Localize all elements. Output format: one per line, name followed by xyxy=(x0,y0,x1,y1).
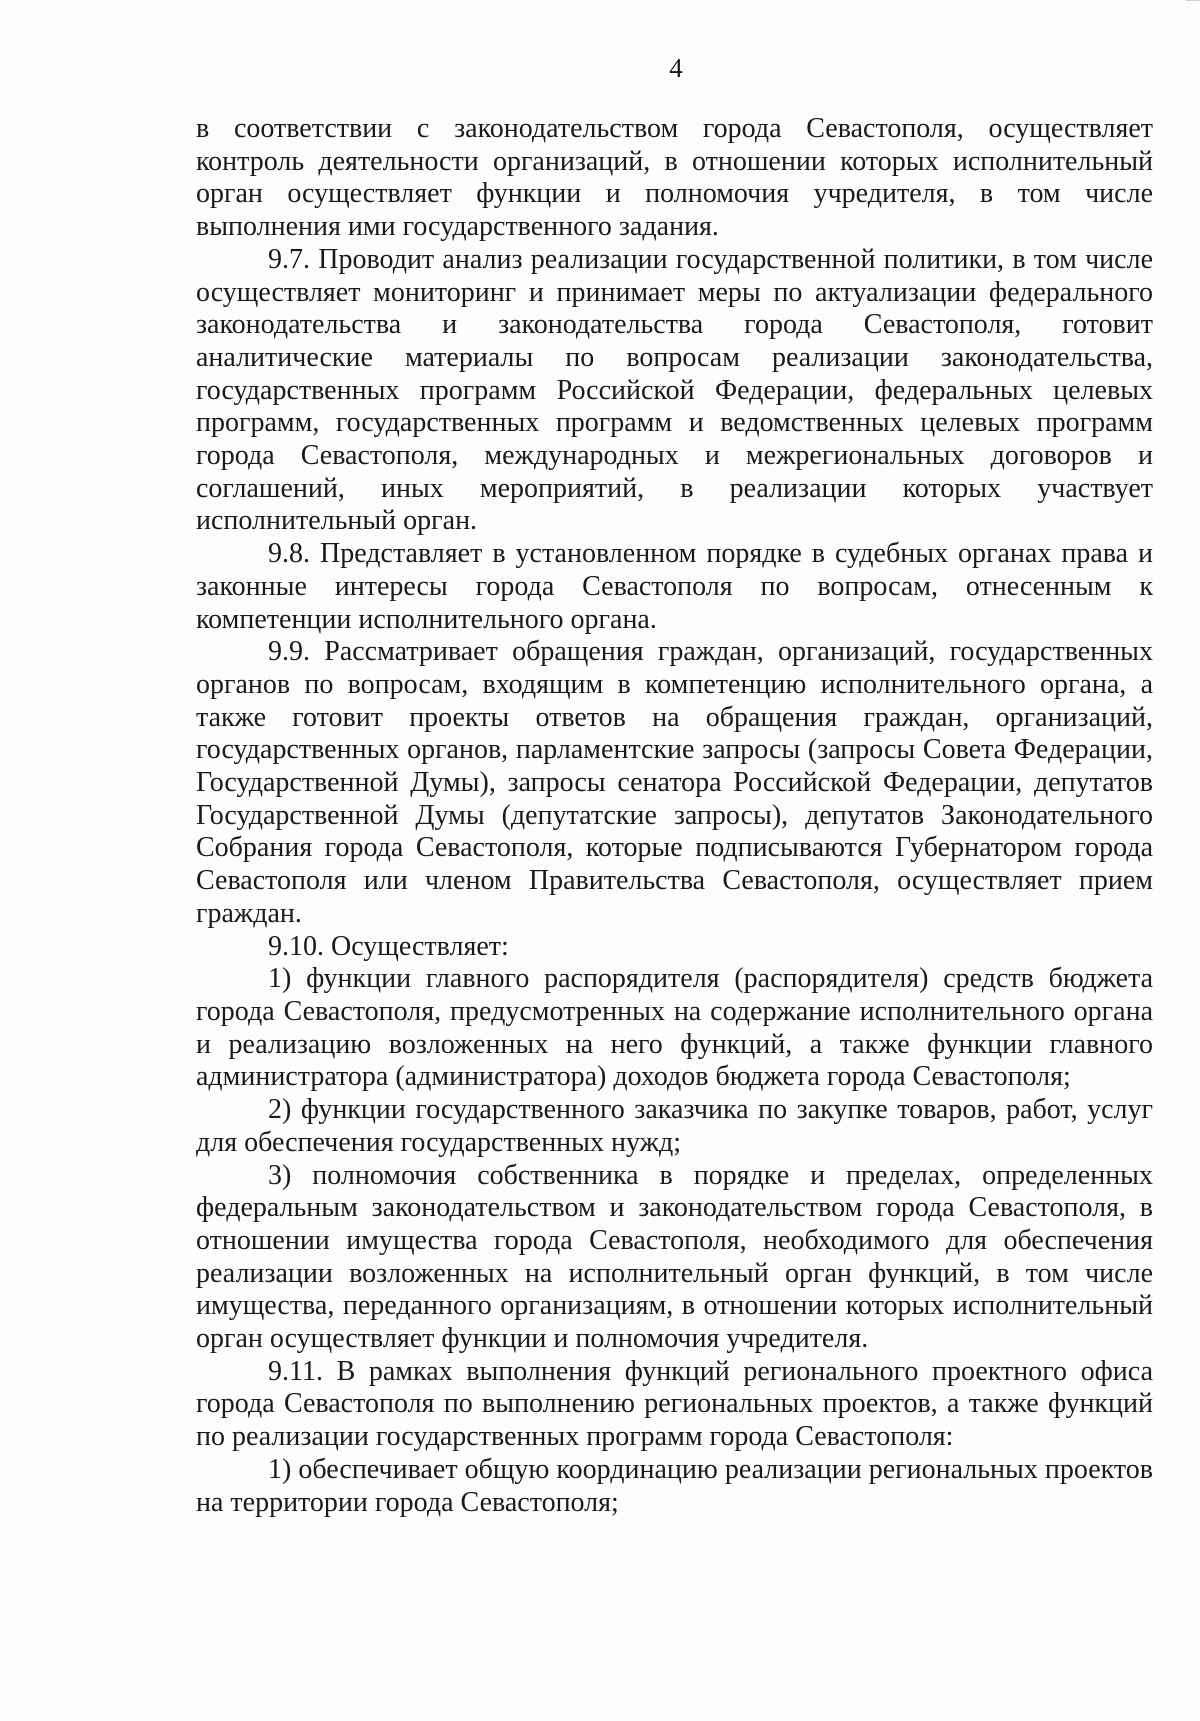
paragraph-continuation: в соответствии с законодательством города Севастополя, осуществляет контроль деятельности организаций, в отношении которых исполнительный орган осуществляет функции и полномочия учредителя, в том числе выполнения ими государственного задания. xyxy=(196,113,1153,243)
paragraph-9-7: 9.7. Проводит анализ реализации государственной политики, в том числе осуществляет мониторинг и принимает меры по актуализации федерального законодательства и законодательства города Севастополя, готовит аналитические материалы по вопросам реализации законодательства, государственных программ Российской Федерации, федеральных целевых программ, государственных программ и ведомственных целевых программ города Севастополя, международных и межрегиональных договоров и соглашений, иных мероприятий, в реализации которых участвует исполнительный орган. xyxy=(196,243,1153,537)
paragraph-9-11-item-1: 1) обеспечивает общую координацию реализации региональных проектов на территории города Севастополя; xyxy=(196,1453,1153,1518)
paragraph-9-10-item-2: 2) функции государственного заказчика по закупке товаров, работ, услуг для обеспечения государственных нужд; xyxy=(196,1094,1153,1158)
paragraph-9-10-item-3: 3) полномочия собственника в порядке и пределах, определенных федеральным законодательством и законодательством города Севастополя, в отношении имущества города Севастополя, необходимого для обеспечения реализации возложенных на исполнительный орган функций, в том числе имущества, переданного организациям, в отношении которых исполнительный орган осуществляет функции и полномочия учредителя. xyxy=(196,1159,1153,1355)
paragraph-9-11: 9.11. В рамках выполнения функций регионального проектного офиса города Севастополя по выполнению региональных проектов, а также функций по реализации государственных программ города Севастополя: xyxy=(196,1355,1153,1453)
paragraph-9-10-item-1: 1) функции главного распорядителя (распорядителя) средств бюджета города Севастополя, предусмотренных на содержание исполнительного органа и реализацию возложенных на него функций, а также функции главного администратора (администратора) доходов бюджета города Севастополя; xyxy=(196,963,1153,1093)
paragraph-9-8: 9.8. Представляет в установленном порядке в судебных органах права и законные интересы города Севастополя по вопросам, отнесенным к компетенции исполнительного органа. xyxy=(196,538,1153,635)
paragraph-9-9: 9.9. Рассматривает обращения граждан, организаций, государственных органов по вопросам, входящим в компетенцию исполнительного органа, а также готовит проекты ответов на обращения граждан, организаций, государственных органов, парламентские запросы (запросы Совета Федерации, Государственной Думы), запросы сенатора Российской Федерации, депутатов Государственной Думы (депутатские запросы), депутатов Законодательного Собрания города Севастополя, которые подписываются Губернатором города Севастополя или членом Правительства Севастополя, осуществляет прием граждан. xyxy=(196,636,1153,929)
paragraph-9-10: 9.10. Осуществляет: xyxy=(268,930,509,962)
document-body xyxy=(196,113,1153,1519)
scan-corner-mark xyxy=(1186,0,1200,9)
page-number: 4 xyxy=(669,53,683,83)
